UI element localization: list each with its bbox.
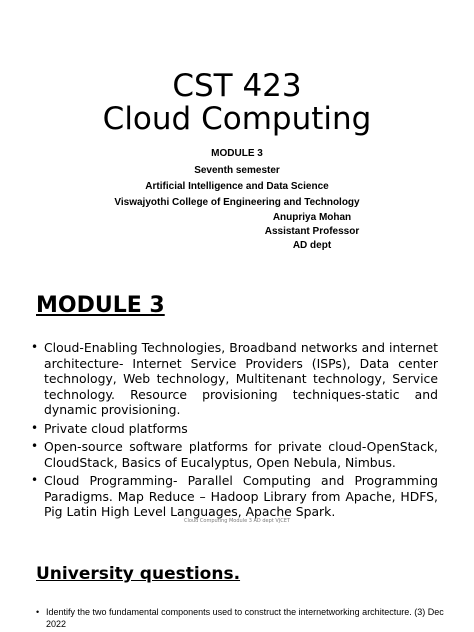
list-item: • Cloud-Enabling Technologies, Broadband networks and internet architecture- Internet Service Providers (ISPs), Data center technology, Web technology, Multitenant technology, Service technology. Resource provisioning techniques-static and dynamic provisioning. <box>31 340 438 417</box>
author-name: Anupriya Mohan <box>272 212 352 223</box>
list-item: • Open-source software platforms for private cloud-OpenStack, CloudStack, Basics of Eucalyptus, Open Nebula, Nimbus. <box>31 439 438 470</box>
module-label: MODULE 3 <box>211 148 263 159</box>
module-topics-list <box>30 340 438 523</box>
university-questions-heading: University questions. <box>36 564 241 584</box>
course-code: CST 423 <box>172 68 302 104</box>
department-name: Artificial Intelligence and Data Science <box>145 181 329 192</box>
course-title: Cloud Computing <box>102 101 372 137</box>
author-dept: AD dept <box>292 240 332 251</box>
list-item: • Private cloud platforms <box>31 420 188 436</box>
module-heading: MODULE 3 <box>36 293 165 318</box>
slide-footer: Cloud Computing Module 3 AD dept VJCET <box>184 518 290 524</box>
list-item: • Cloud Programming- Parallel Computing and Programming Paradigms. Map Reduce – Hadoop Library from Apache, HDFS, Pig Latin High Level Languages, Apache Spark. <box>31 473 438 519</box>
college-name: Viswajyothi College of Engineering and Technology <box>114 197 360 208</box>
author-designation: Assistant Professor <box>264 226 360 237</box>
list-item: • Identify the two fundamental components used to construct the internetworking architecture. (3) Dec 2022 <box>36 607 444 629</box>
semester-label: Seventh semester <box>194 165 280 176</box>
questions-list <box>36 606 444 630</box>
